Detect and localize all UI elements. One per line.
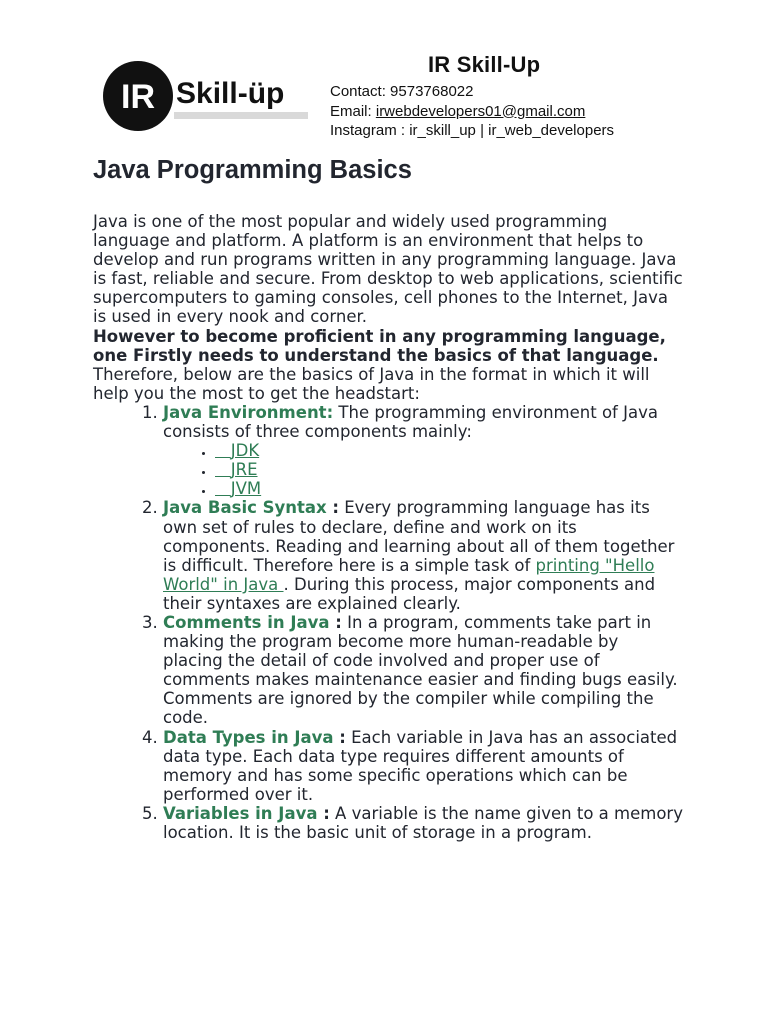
article-body (93, 212, 683, 842)
topic-title: Java Basic Syntax (163, 498, 327, 518)
email-label: Email: (330, 102, 372, 120)
topic-title: Variables in Java (163, 803, 318, 823)
topic-title: Comments in Java (163, 612, 330, 632)
topic-colon: : (326, 498, 340, 518)
topic-item-basic-syntax (163, 498, 683, 613)
contact-label: Contact: (330, 83, 386, 100)
topic-text: Every programming language has its own set of rules to declare, define and work on its components. Reading and learning about all of them together is difficult. Therefore here is a simple task of (163, 498, 675, 575)
topic-item-comments (163, 613, 683, 728)
component-item (215, 479, 683, 498)
topic-text: The programming environment of Java consists of three components mainly: (163, 402, 658, 442)
topic-text: A variable is the name given to a memory location. It is the basic unit of storage in a program. (163, 803, 683, 842)
topic-title: Data Types in Java (163, 727, 334, 747)
topic-item-java-environment (163, 403, 683, 498)
logo-wordmark: Skill-üp (176, 77, 285, 110)
contact-phone: 9573768022 (390, 83, 474, 100)
page-title: Java Programming Basics (93, 156, 412, 184)
brand-logo (102, 56, 314, 136)
emphasis-paragraph: However to become proficient in any programming language, one Firstly needs to understand the basics of that language. (93, 326, 666, 365)
component-link-jvm[interactable]: JVM (230, 479, 262, 499)
topic-colon: : (317, 803, 330, 823)
lead-in-paragraph: Therefore, below are the basics of Java in the format in which it will help you the most to get the headstart: (93, 364, 650, 403)
component-item (215, 441, 683, 460)
instagram-line (330, 121, 660, 141)
logo-graphic (102, 56, 314, 136)
logo-badge-text: IR (121, 78, 155, 116)
topic-text: In a program, comments take part in making the program become more human-readable by placing the detail of code involved and proper use of comments makes maintenance easier and finding bugs easily. Comments are ignored by the compiler while compiling the code. (163, 612, 678, 728)
brand-title: IR Skill-Up (428, 52, 541, 77)
topic-text: Each variable in Java has an associated data type. Each data type requires different amounts of memory and has some specific operations which can be performed over it. (163, 727, 678, 804)
intro-paragraph: Java is one of the most popular and widely used programming language and platform. A platform is an environment that helps to develop and run programs written in any programming language. Java is fast, reliable and secure. From desktop to web applications, scientific supercomputers to gaming consoles, cell phones to the Internet, Java is used in every nook and corner. (93, 212, 683, 327)
topic-colon: : (333, 727, 346, 747)
hello-world-link[interactable]: printing "Hello World" in Java (163, 555, 655, 594)
logo-underline-shadow (174, 112, 308, 119)
topic-item-variables (163, 804, 683, 842)
topic-title: Java Environment: (163, 402, 334, 422)
component-item (215, 460, 683, 479)
component-link-jre[interactable]: JRE (230, 460, 258, 480)
contact-phone-line (330, 82, 660, 102)
topic-text-after: . During this process, major components and their syntaxes are explained clearly. (163, 574, 656, 613)
topic-colon: : (329, 612, 342, 632)
email-line (330, 102, 660, 122)
instagram-label: Instagram : (330, 122, 406, 139)
topics-list (93, 403, 683, 842)
components-list (163, 441, 683, 498)
contact-block (330, 52, 660, 141)
component-link-jdk[interactable]: JDK (230, 441, 260, 461)
topic-item-data-types (163, 728, 683, 804)
instagram-handles: ir_skill_up | ir_web_developers (409, 122, 615, 139)
email-link[interactable]: irwebdevelopers01@gmail.com (375, 102, 586, 120)
